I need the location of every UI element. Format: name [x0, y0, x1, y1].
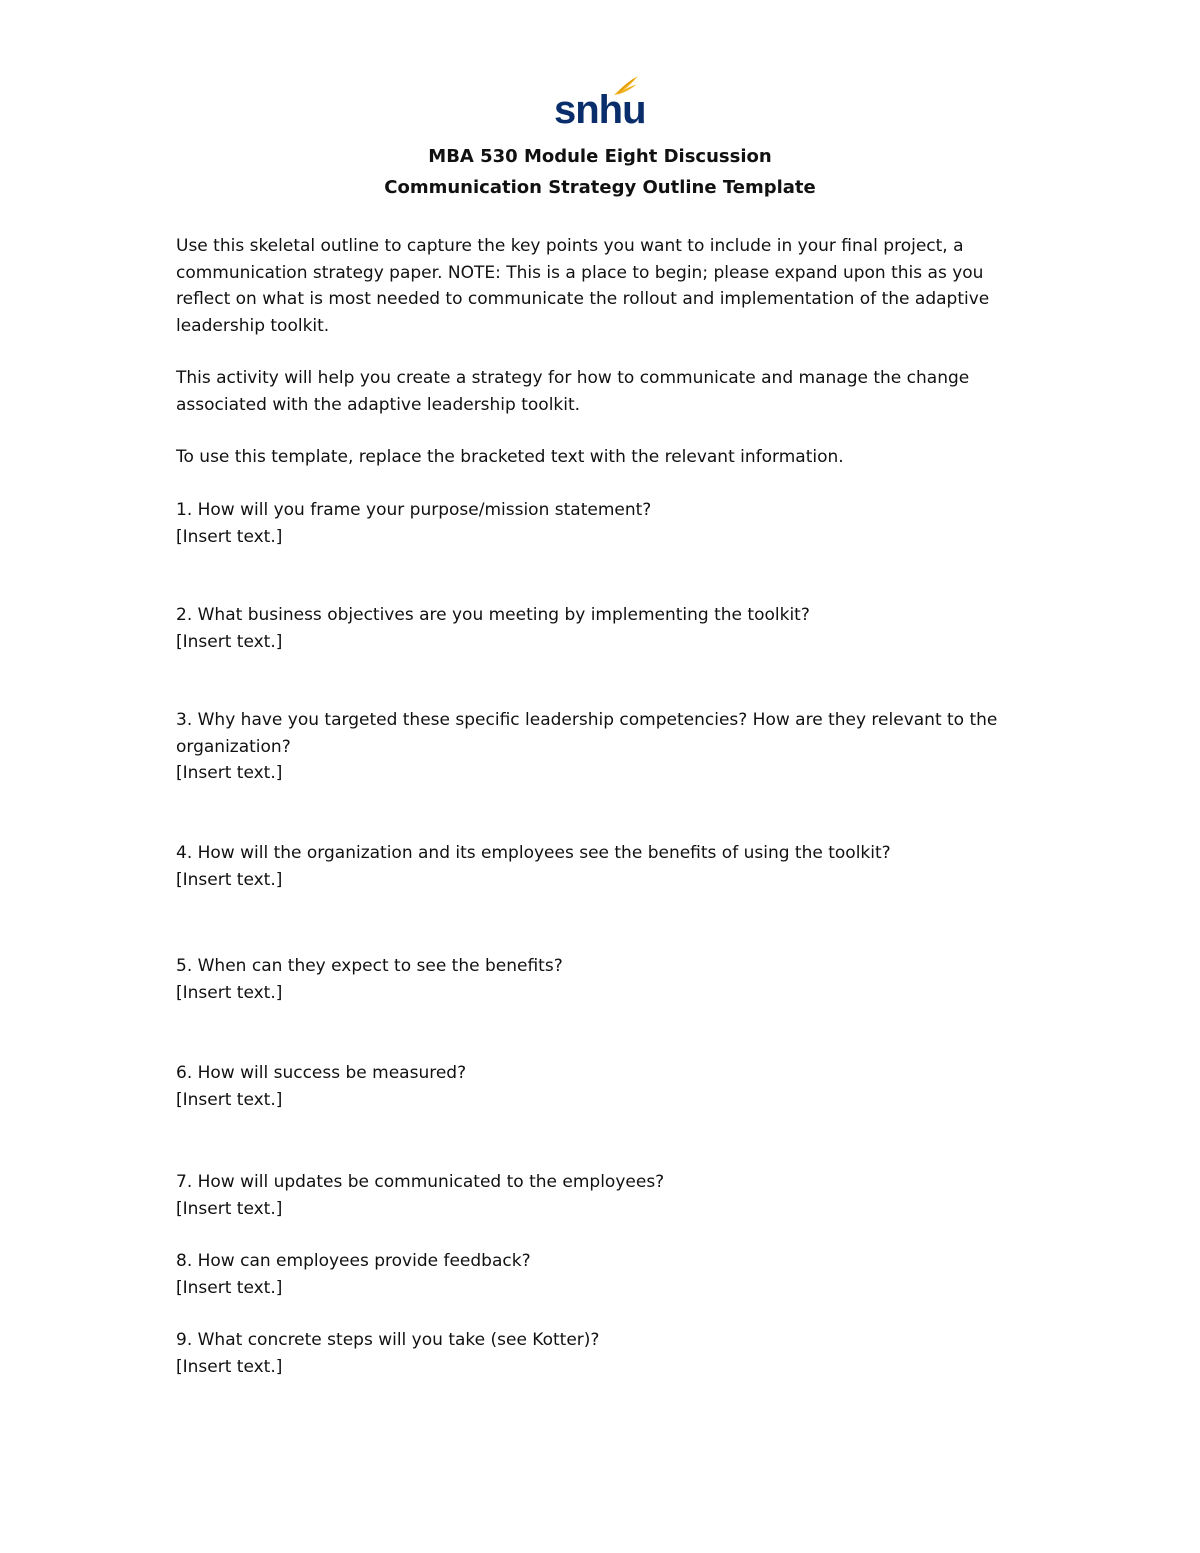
- answer-placeholder[interactable]: [Insert text.]: [176, 526, 283, 547]
- question-text: 9. What concrete steps will you take (see Kotter)?: [176, 1330, 600, 1350]
- question-item: [176, 953, 1026, 1006]
- question-item: [176, 1060, 1026, 1113]
- intro-paragraph: This activity will help you create a strategy for how to communicate and manage the change associated with the adaptive leadership toolkit.: [176, 368, 970, 415]
- intro-paragraph: Use this skeletal outline to capture the key points you want to include in your final project, a communication strategy paper. NOTE: This is a place to begin; please expand upon this as you reflect on what is most needed to communicate the rollout and implementation of the adaptive leadership toolkit.: [176, 236, 990, 336]
- question-text: 7. How will updates be communicated to the employees?: [176, 1172, 665, 1192]
- document-title: MBA 530 Module Eight Discussion: [428, 146, 772, 167]
- question-item: [176, 497, 1026, 550]
- answer-placeholder[interactable]: [Insert text.]: [176, 1089, 283, 1110]
- answer-placeholder[interactable]: [Insert text.]: [176, 763, 283, 783]
- answer-placeholder[interactable]: [Insert text.]: [176, 869, 283, 890]
- question-item: [176, 1248, 1026, 1301]
- answer-placeholder[interactable]: [Insert text.]: [176, 1356, 283, 1377]
- answer-placeholder[interactable]: [Insert text.]: [176, 1198, 283, 1219]
- question-text: 1. How will you frame your purpose/mission statement?: [176, 500, 652, 520]
- answer-placeholder[interactable]: [Insert text.]: [176, 631, 283, 652]
- question-item: [176, 840, 1026, 893]
- question-text: 6. How will success be measured?: [176, 1063, 467, 1083]
- snhu-logo: [554, 74, 646, 132]
- instruction-paragraph: To use this template, replace the bracketed text with the relevant information.: [176, 447, 844, 467]
- document-subtitle: Communication Strategy Outline Template: [384, 177, 816, 198]
- question-item: [176, 1327, 1026, 1380]
- question-text: 2. What business objectives are you meeting by implementing the toolkit?: [176, 605, 810, 625]
- question-text: 8. How can employees provide feedback?: [176, 1251, 531, 1271]
- answer-placeholder[interactable]: [Insert text.]: [176, 982, 283, 1003]
- question-item: [176, 707, 1026, 787]
- question-text: 5. When can they expect to see the benefits?: [176, 956, 563, 976]
- logo-wordmark: snhu: [554, 88, 646, 132]
- question-text: 4. How will the organization and its employees see the benefits of using the toolkit?: [176, 843, 891, 863]
- question-text: 3. Why have you targeted these specific leadership competencies? How are they relevant to the organization?: [176, 710, 998, 757]
- question-item: [176, 1169, 1026, 1222]
- question-item: [176, 602, 1026, 655]
- answer-placeholder[interactable]: [Insert text.]: [176, 1277, 283, 1298]
